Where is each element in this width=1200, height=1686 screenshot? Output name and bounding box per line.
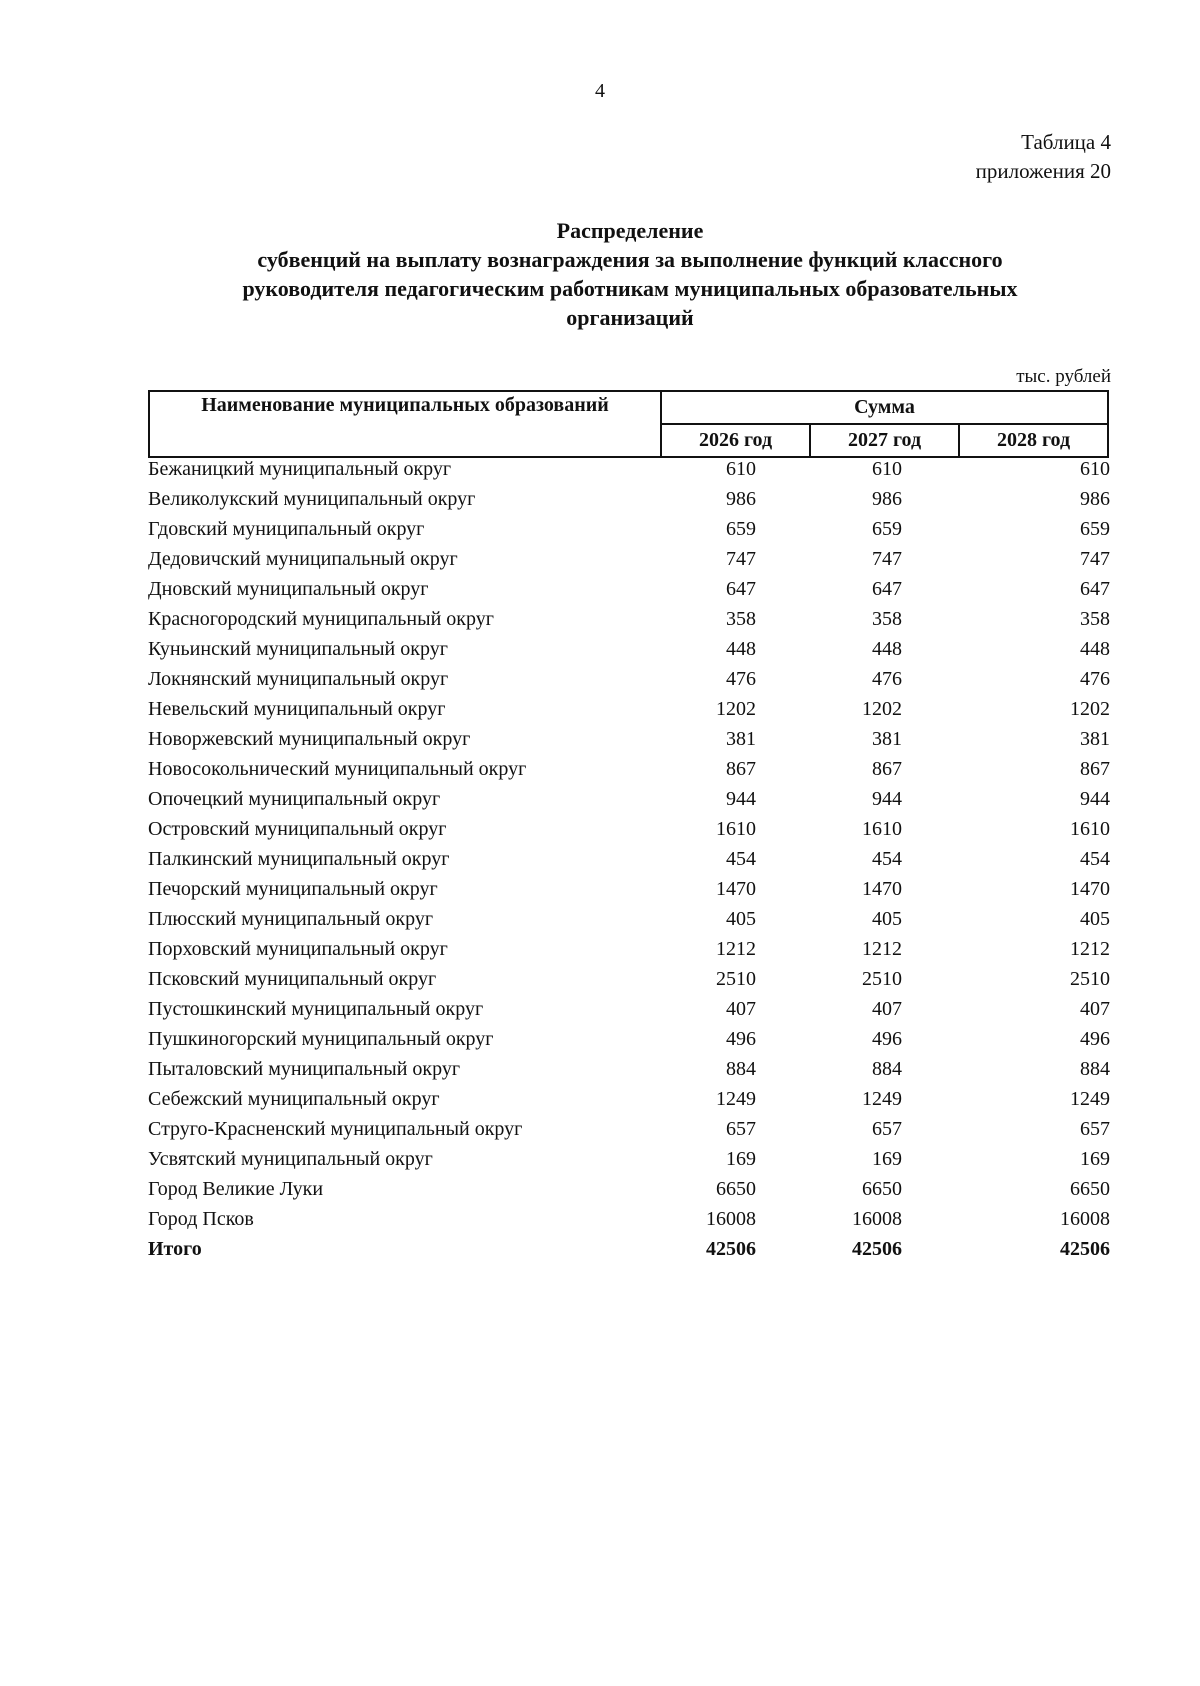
table-row <box>148 694 1110 724</box>
value-2027: 448 <box>872 637 902 660</box>
value-2026: 986 <box>726 487 756 510</box>
table-row <box>148 754 1110 784</box>
value-2027: 169 <box>872 1147 902 1170</box>
municipality-name: Локнянский муниципальный округ <box>148 667 449 690</box>
value-2026: 1249 <box>716 1087 756 1110</box>
municipality-name: Себежский муниципальный округ <box>148 1087 440 1110</box>
table-row <box>148 454 1110 484</box>
table-header <box>148 390 1109 458</box>
total-value-2028: 42506 <box>1060 1237 1110 1260</box>
value-2027: 358 <box>872 607 902 630</box>
table-row <box>148 784 1110 814</box>
value-2028: 476 <box>1080 667 1110 690</box>
value-2026: 496 <box>726 1027 756 1050</box>
value-2028: 1212 <box>1070 937 1110 960</box>
table-row <box>148 724 1110 754</box>
value-2027: 2510 <box>862 967 902 990</box>
value-2026: 448 <box>726 637 756 660</box>
table-row <box>148 844 1110 874</box>
value-2026: 944 <box>726 787 756 810</box>
value-2026: 6650 <box>716 1177 756 1200</box>
units-label: тыс. рублей <box>1016 366 1111 387</box>
municipality-name: Город Псков <box>148 1207 254 1230</box>
table-row <box>148 574 1110 604</box>
municipality-name: Плюсский муниципальный округ <box>148 907 434 930</box>
table-row <box>148 1204 1110 1234</box>
table-reference-line-1: Таблица 4 <box>1021 130 1111 154</box>
value-2027: 381 <box>872 727 902 750</box>
header-year-2028: 2028 год <box>959 424 1108 457</box>
value-2028: 448 <box>1080 637 1110 660</box>
table-row <box>148 1144 1110 1174</box>
value-2027: 1610 <box>862 817 902 840</box>
value-2028: 358 <box>1080 607 1110 630</box>
municipality-name: Дедовичский муниципальный округ <box>148 547 458 570</box>
value-2026: 405 <box>726 907 756 930</box>
value-2026: 358 <box>726 607 756 630</box>
table-reference-line-2: приложения 20 <box>975 159 1111 183</box>
value-2027: 610 <box>872 457 902 480</box>
value-2026: 16008 <box>706 1207 756 1230</box>
value-2027: 747 <box>872 547 902 570</box>
table-row <box>148 664 1110 694</box>
municipality-name: Красногородский муниципальный округ <box>148 607 494 630</box>
value-2026: 610 <box>726 457 756 480</box>
document-title <box>150 216 1110 332</box>
value-2028: 454 <box>1080 847 1110 870</box>
value-2028: 381 <box>1080 727 1110 750</box>
value-2027: 884 <box>872 1057 902 1080</box>
municipality-name: Город Великие Луки <box>148 1177 324 1200</box>
table-row <box>148 544 1110 574</box>
municipality-name: Пыталовский муниципальный округ <box>148 1057 461 1080</box>
table-body <box>148 454 1110 1264</box>
total-value-2026: 42506 <box>706 1237 756 1260</box>
value-2026: 647 <box>726 577 756 600</box>
value-2027: 657 <box>872 1117 902 1140</box>
value-2028: 647 <box>1080 577 1110 600</box>
value-2028: 2510 <box>1070 967 1110 990</box>
table-row <box>148 934 1110 964</box>
header-sum-column: Сумма <box>661 391 1108 424</box>
value-2028: 747 <box>1080 547 1110 570</box>
header-year-2027: 2027 год <box>810 424 959 457</box>
value-2028: 6650 <box>1070 1177 1110 1200</box>
table-row <box>148 964 1110 994</box>
value-2027: 1249 <box>862 1087 902 1110</box>
municipality-name: Палкинский муниципальный округ <box>148 847 450 870</box>
title-line-3: руководителя педагогическим работникам муниципальных образовательных <box>242 276 1018 301</box>
value-2027: 1212 <box>862 937 902 960</box>
value-2027: 986 <box>872 487 902 510</box>
value-2028: 944 <box>1080 787 1110 810</box>
value-2026: 747 <box>726 547 756 570</box>
value-2027: 1202 <box>862 697 902 720</box>
table-row <box>148 994 1110 1024</box>
municipality-name: Куньинский муниципальный округ <box>148 637 448 660</box>
value-2027: 405 <box>872 907 902 930</box>
value-2028: 16008 <box>1060 1207 1110 1230</box>
municipality-name: Великолукский муниципальный округ <box>148 487 476 510</box>
value-2028: 407 <box>1080 997 1110 1020</box>
table-row <box>148 904 1110 934</box>
value-2026: 884 <box>726 1057 756 1080</box>
municipality-name: Невельский муниципальный округ <box>148 697 446 720</box>
municipality-name: Опочецкий муниципальный округ <box>148 787 441 810</box>
table-row <box>148 1114 1110 1144</box>
table-row <box>148 874 1110 904</box>
value-2027: 659 <box>872 517 902 540</box>
municipality-name: Новоржевский муниципальный округ <box>148 727 471 750</box>
value-2026: 381 <box>726 727 756 750</box>
table-row <box>148 514 1110 544</box>
value-2027: 476 <box>872 667 902 690</box>
municipality-name: Островский муниципальный округ <box>148 817 447 840</box>
value-2028: 1202 <box>1070 697 1110 720</box>
table-reference <box>976 128 1111 186</box>
value-2028: 986 <box>1080 487 1110 510</box>
page-number: 4 <box>595 80 605 102</box>
value-2027: 867 <box>872 757 902 780</box>
value-2027: 6650 <box>862 1177 902 1200</box>
header-name-column: Наименование муниципальных образований <box>149 391 661 457</box>
value-2026: 1610 <box>716 817 756 840</box>
value-2028: 496 <box>1080 1027 1110 1050</box>
header-year-2026: 2026 год <box>661 424 810 457</box>
table-row <box>148 634 1110 664</box>
value-2027: 16008 <box>852 1207 902 1230</box>
total-value-2027: 42506 <box>852 1237 902 1260</box>
value-2026: 407 <box>726 997 756 1020</box>
table-row <box>148 814 1110 844</box>
municipality-name: Дновский муниципальный округ <box>148 577 429 600</box>
table-row <box>148 1054 1110 1084</box>
municipality-name: Струго-Красненский муниципальный округ <box>148 1117 523 1140</box>
municipality-name: Пушкиногорский муниципальный округ <box>148 1027 494 1050</box>
value-2026: 2510 <box>716 967 756 990</box>
value-2026: 867 <box>726 757 756 780</box>
value-2027: 1470 <box>862 877 902 900</box>
value-2027: 944 <box>872 787 902 810</box>
municipality-name: Усвятский муниципальный округ <box>148 1147 433 1170</box>
municipality-name: Порховский муниципальный округ <box>148 937 448 960</box>
table-row <box>148 1024 1110 1054</box>
value-2026: 169 <box>726 1147 756 1170</box>
municipality-name: Новосокольнический муниципальный округ <box>148 757 527 780</box>
value-2028: 610 <box>1080 457 1110 480</box>
value-2027: 647 <box>872 577 902 600</box>
value-2028: 657 <box>1080 1117 1110 1140</box>
value-2027: 496 <box>872 1027 902 1050</box>
table-row <box>148 1084 1110 1114</box>
value-2028: 405 <box>1080 907 1110 930</box>
value-2026: 1470 <box>716 877 756 900</box>
value-2028: 169 <box>1080 1147 1110 1170</box>
value-2026: 659 <box>726 517 756 540</box>
title-line-4: организаций <box>566 305 694 330</box>
value-2027: 407 <box>872 997 902 1020</box>
municipality-name: Бежаницкий муниципальный округ <box>148 457 452 480</box>
value-2028: 1249 <box>1070 1087 1110 1110</box>
value-2026: 476 <box>726 667 756 690</box>
value-2028: 659 <box>1080 517 1110 540</box>
total-row <box>148 1234 1110 1264</box>
municipality-name: Пустошкинский муниципальный округ <box>148 997 484 1020</box>
table-row <box>148 604 1110 634</box>
value-2028: 1610 <box>1070 817 1110 840</box>
table-row <box>148 484 1110 514</box>
value-2027: 454 <box>872 847 902 870</box>
title-line-2: субвенций на выплату вознаграждения за выполнение функций классного <box>257 247 1003 272</box>
value-2028: 867 <box>1080 757 1110 780</box>
municipality-name: Гдовский муниципальный округ <box>148 517 425 540</box>
title-line-1: Распределение <box>556 218 704 243</box>
municipality-name: Печорский муниципальный округ <box>148 877 438 900</box>
value-2026: 1212 <box>716 937 756 960</box>
value-2026: 454 <box>726 847 756 870</box>
value-2026: 657 <box>726 1117 756 1140</box>
total-label: Итого <box>148 1237 202 1260</box>
value-2028: 884 <box>1080 1057 1110 1080</box>
municipality-name: Псковский муниципальный округ <box>148 967 437 990</box>
table-row <box>148 1174 1110 1204</box>
value-2028: 1470 <box>1070 877 1110 900</box>
value-2026: 1202 <box>716 697 756 720</box>
